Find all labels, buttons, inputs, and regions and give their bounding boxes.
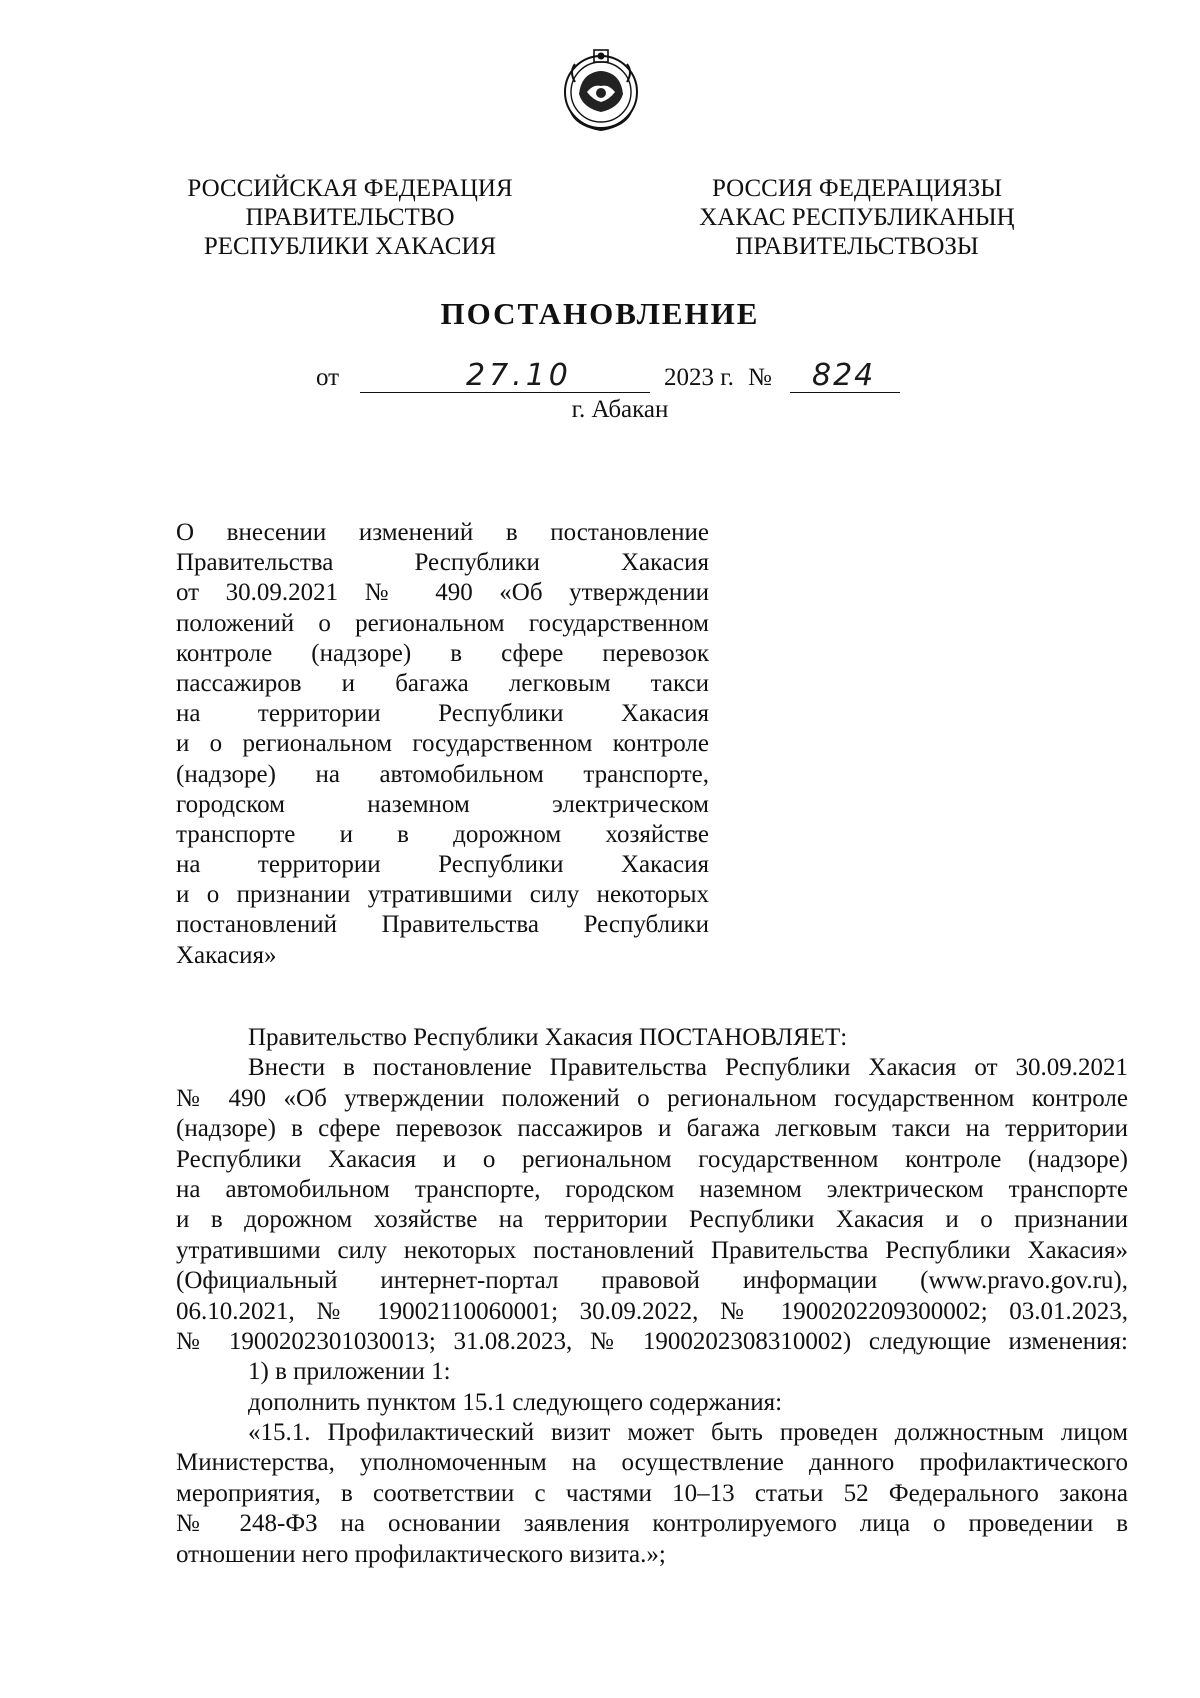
emblem-icon — [561, 42, 641, 138]
subject-line: положений о региональном государственном — [176, 609, 709, 637]
year-label: 2023 г. — [664, 364, 734, 391]
subject-line: контроле (надзоре) в сфере перевозок — [176, 639, 709, 667]
body-line: № 1900202301030013; 31.08.2023, № 1900202308310002) следующие изменения: — [176, 1327, 1128, 1355]
subject-line: пассажиров и багажа легковым такси — [176, 669, 709, 697]
document-title: ПОСТАНОВЛЕНИЕ — [440, 296, 760, 331]
subject-line: транспорте и в дорожном хозяйстве — [176, 820, 709, 848]
body-line: № 248-ФЗ на основании заявления контролируемого лица о проведении в — [176, 1510, 1128, 1538]
subject-line: и о региональном государственном контроле — [176, 730, 709, 758]
header-right-block — [672, 174, 1042, 261]
coat-of-arms-emblem — [561, 42, 641, 138]
subject-line: постановлений Правительства Республики — [176, 911, 709, 939]
body-line: (надзоре) в сфере перевозок пассажиров и багажа легковым такси на территории — [176, 1115, 1128, 1143]
body-line: мероприятия, в соответствии с частями 10–13 статьи 52 Федерального закона — [176, 1479, 1128, 1507]
subject-line: городском наземном электрическом — [176, 790, 709, 818]
header-left-line: РОССИЙСКАЯ ФЕДЕРАЦИЯ — [187, 175, 513, 202]
body-line: Республики Хакасия и о региональном государственном контроле (надзоре) — [176, 1145, 1128, 1173]
subject-line: на территории Республики Хакасия — [176, 700, 709, 728]
header-right-line: РОССИЯ ФЕДЕРАЦИЯЗЫ — [711, 175, 1003, 202]
body-line: № 490 «Об утверждении положений о региональном государственном контроле — [176, 1084, 1128, 1112]
city-name: г. Абакан — [571, 396, 669, 423]
date-number-row — [316, 358, 916, 398]
subject-line: от 30.09.2021 № 490 «Об утверждении — [176, 579, 709, 607]
subject-line: на территории Республики Хакасия — [176, 851, 709, 879]
body-line: утратившими силу некоторых постановлений Правительства Республики Хакасия» — [176, 1236, 1128, 1264]
subject-line: Хакасия» — [176, 941, 277, 969]
header-right-line: ПРАВИТЕЛЬСТВОЗЫ — [735, 233, 979, 260]
body-line: на автомобильном транспорте, городском наземном электрическом транспорте — [176, 1175, 1128, 1203]
body-line: Министерства, уполномоченным на осуществление данного профилактического — [176, 1449, 1128, 1477]
header-left-line: РЕСПУБЛИКИ ХАКАСИЯ — [203, 233, 497, 260]
subject-line: Правительства Республики Хакасия — [176, 549, 709, 577]
handwritten-date: 27.10 — [466, 358, 572, 393]
subject-block — [176, 518, 709, 971]
body-line: 1) в приложении 1: — [248, 1358, 451, 1386]
body-line: Правительство Республики Хакасия ПОСТАНОВЛЯЕТ: — [248, 1024, 848, 1051]
header-left-block — [170, 174, 530, 261]
body-text — [176, 1023, 1128, 1570]
body-line: (Официальный интернет-портал правовой информации (www.pravo.gov.ru), — [176, 1267, 1128, 1295]
city-line — [0, 396, 1200, 424]
header-left-line: ПРАВИТЕЛЬСТВО — [245, 204, 455, 231]
date-prefix: от — [316, 364, 340, 391]
subject-line: О внесении изменений в постановление — [176, 519, 709, 546]
subject-line: (надзоре) на автомобильном транспорте, — [176, 760, 709, 788]
subject-line: и о признании утратившими силу некоторых — [176, 881, 709, 909]
body-line: «15.1. Профилактический визит может быть проведен должностным лицом — [248, 1419, 1128, 1447]
body-line: отношении него профилактического визита.»; — [176, 1540, 666, 1568]
body-line: Внести в постановление Правительства Республики Хакасия от 30.09.2021 — [248, 1054, 1128, 1082]
header-right-line: ХАКАС РЕСПУБЛИКАНЫҢ — [699, 204, 1015, 231]
body-line: дополнить пунктом 15.1 следующего содержания: — [248, 1388, 783, 1416]
number-sign: № — [748, 364, 772, 391]
body-line: 06.10.2021, № 19002110060001; 30.09.2022, № 1900202209300002; 03.01.2023, — [176, 1297, 1128, 1325]
handwritten-number: 824 — [812, 358, 876, 393]
body-line: и в дорожном хозяйстве на территории Республики Хакасия и о признании — [176, 1206, 1128, 1234]
